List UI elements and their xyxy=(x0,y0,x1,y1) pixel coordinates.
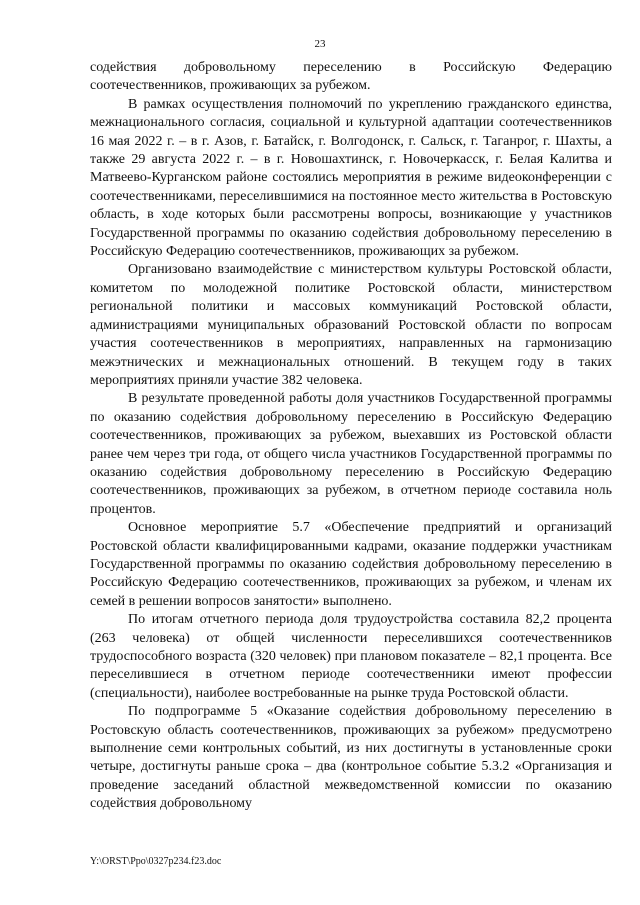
paragraph-main-measure: Основное мероприятие 5.7 «Обеспечение предприятий и организаций Ростовской области квалифицированными кадрами, оказание поддержки участникам Государственной программы по оказанию содействия добровольному переселению в Российскую Федерацию соотечественников, проживающих за рубежом, и членам их семей в решении вопросов занятости» выполнено. xyxy=(90,520,612,609)
paragraph-events: В рамках осуществления полномочий по укреплению гражданского единства, межнационального согласия, социальной и культурной адаптации соотечественников 16 мая 2022 г. – в г. Азов, г. Батайск, г. Волгодонск, г. Сальск, г. Таганрог, г. Шахты, а также 29 августа 2022 г. – в г. Новошахтинск, г. Новочеркасск, г. Белая Калитва и Матвеево-Курганском районе состоялись мероприятия в режиме видеоконференции с соотечественниками, переселившимися на постоянное место жительства в Ростовскую область, в ходе которых были рассмотрены вопросы, возникающие у участников Государственной программы по оказанию содействия добровольному переселению в Российскую Федерацию соотечественников, проживающих за рубежом. xyxy=(90,96,612,260)
page-number: 23 xyxy=(314,38,326,50)
paragraph-employment: По итогам отчетного периода доля трудоустройства составила 82,2 процента (263 человека) от общей численности переселившихся соотечественников трудоспособного возраста (320 человек) при плановом показателе – 82,1 процента. Все переселившиеся в отчетном периоде соотечественники имеют профессии (специальности), наиболее востребованные на рынке труда Ростовской области. xyxy=(90,612,612,701)
paragraph-interaction: Организовано взаимодействие с министерством культуры Ростовской области, комитетом по молодежной политике Ростовской области, министерством региональной политики и массовых коммуникаций Ростовской области, администрациями муниципальных образований Ростовской области по вопросам участия соотечественников в мероприятиях, направленных на гармонизацию межэтнических и межнациональных отношений. В текущем году в таких мероприятиях приняли участие 382 человека. xyxy=(90,262,612,388)
document-body xyxy=(90,59,612,814)
paragraph-continuation: содействия добровольному переселению в Российскую Федерацию соотечественников, проживающих за рубежом. xyxy=(90,60,612,94)
footer-file-path: Y:\ORST\Ppo\0327p234.f23.doc xyxy=(90,856,222,867)
paragraph-subprogram: По подпрограмме 5 «Оказание содействия добровольному переселению в Ростовскую область соотечественников, проживающих за рубежом» предусмотрено выполнение семи контрольных событий, из них достигнуты в установленные сроки четыре, достигнуты раньше срока – два (контрольное событие 5.3.2 «Организация и проведение заседаний областной межведомственной комиссии по оказанию содействия добровольному xyxy=(90,704,612,812)
paragraph-results: В результате проведенной работы доля участников Государственной программы по оказанию содействия добровольному переселению в Российскую Федерацию соотечественников, проживающих за рубежом, выехавших из Ростовской области ранее чем через три года, от общего числа участников Государственной программы по оказанию содействия добровольному переселению в Российскую Федерацию соотечественников, проживающих за рубежом, в отчетном периоде составила ноль процентов. xyxy=(90,391,612,517)
